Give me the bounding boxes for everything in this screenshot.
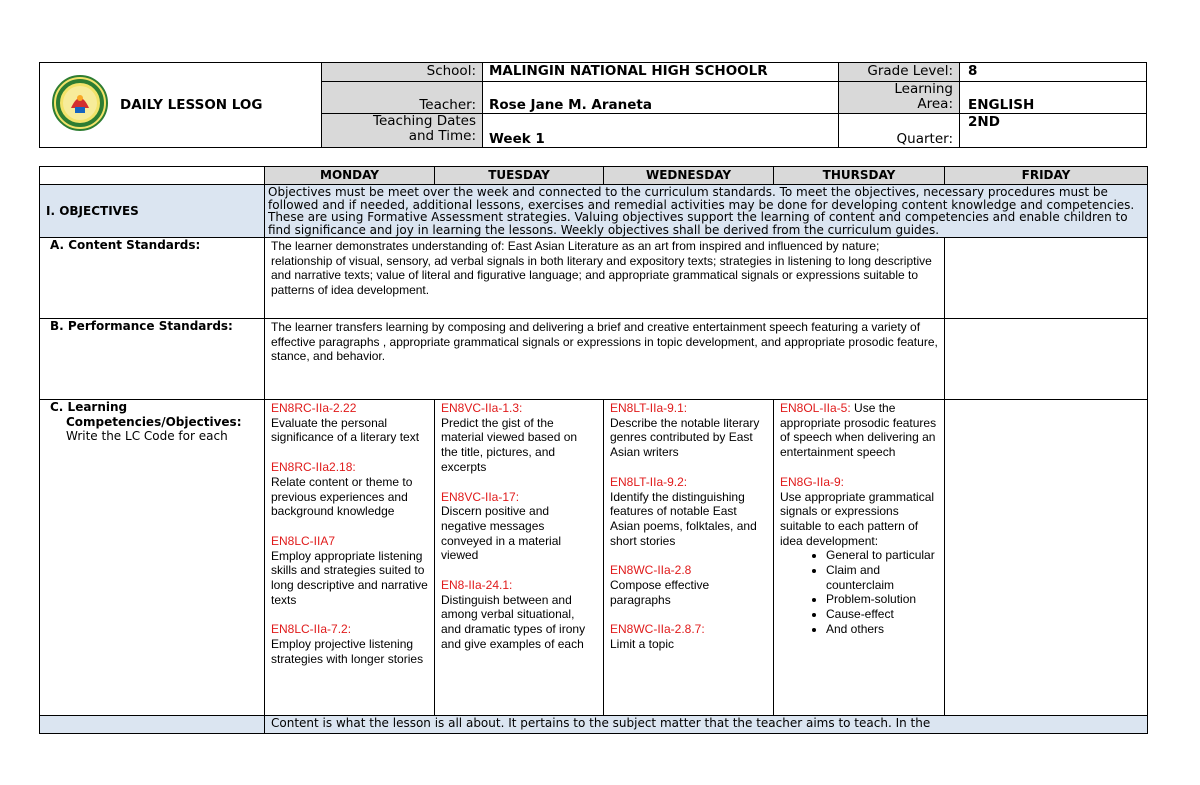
content-note: Content is what the lesson is all about. It pertains to the subject matter that the teacher aims to teach. In the <box>265 716 1148 734</box>
teacher-value: Rose Jane M. Araneta <box>483 82 839 114</box>
lc-code: EN8G-IIa-9: <box>780 474 845 489</box>
list-item: • Problem-solution <box>826 592 938 607</box>
corner-cell <box>40 167 265 185</box>
competency-item <box>441 578 597 652</box>
competencies-friday <box>945 400 1148 716</box>
lc-code: EN8VC-IIa-1.3: <box>441 401 523 415</box>
objectives-description: Objectives must be meet over the week and connected to the curriculum standards. To meet the objectives, necessary procedures must be followed and if needed, additional lessons, exercises and remedial activities may be done for developing content knowledge and competencies. These are using Formative Assessment strategies. Valuing objectives support the learning of content and competencies and enable children to find significance and joy in learning the lessons. Weekly objectives shall be derived from the curriculum guides. <box>265 185 1148 238</box>
lc-text: Describe the notable literary genres contributed by East Asian writers <box>610 415 760 460</box>
lc-text: Relate content or theme to previous experiences and background knowledge <box>271 474 413 519</box>
lc-code: EN8RC-IIa-2.22 <box>271 401 357 415</box>
competency-item <box>441 490 597 564</box>
competencies-thursday <box>774 400 945 716</box>
dates-label-line1: Teaching Dates <box>373 113 476 129</box>
lc-text: Distinguish between and among verbal situational, and dramatic types of irony and give examples of each <box>441 592 586 651</box>
competencies-monday <box>265 400 435 716</box>
list-item: • And others <box>826 622 938 637</box>
header-table <box>39 62 1147 148</box>
lc-text: Employ appropriate listening skills and strategies suited to long descriptive and narrative texts <box>271 548 428 607</box>
lesson-log-table <box>39 166 1148 734</box>
pattern-list <box>780 548 938 636</box>
competency-item <box>780 401 938 460</box>
competencies-label <box>40 400 265 716</box>
performance-standards-friday <box>945 319 1148 400</box>
competency-item <box>271 622 428 666</box>
competency-item <box>780 475 938 637</box>
competency-item <box>610 563 767 607</box>
lc-code: EN8LT-IIa-9.2: <box>610 474 688 489</box>
quarter-label: Quarter: <box>839 114 960 148</box>
day-friday: FRIDAY <box>945 167 1148 185</box>
grade-value: 8 <box>960 63 1147 82</box>
school-seal-icon <box>51 74 109 132</box>
lc-text: Identify the distinguishing features of notable East Asian poems, folktales, and short stories <box>610 489 757 548</box>
performance-standards-label: B. Performance Standards: <box>40 319 265 400</box>
lc-text: Predict the gist of the material viewed based on the title, pictures, and excerpts <box>441 415 578 474</box>
lc-code: EN8VC-IIa-17: <box>441 489 520 504</box>
dates-value: Week 1 <box>483 114 839 148</box>
logo-cell <box>40 63 121 148</box>
competency-item <box>610 622 767 651</box>
area-value: ENGLISH <box>960 82 1147 114</box>
competencies-tuesday <box>435 400 604 716</box>
lc-text: Compose effective paragraphs <box>610 578 710 607</box>
area-label-line2: Area: <box>917 96 953 112</box>
lc-code: EN8WC-IIa-2.8.7: <box>610 622 705 637</box>
list-item: • Cause-effect <box>826 607 938 622</box>
quarter-value: 2ND <box>960 114 1147 148</box>
teacher-label: Teacher: <box>322 82 483 114</box>
lc-text: Employ projective listening strategies with longer stories <box>271 637 424 666</box>
lc-text-suffix: Use the <box>850 401 896 415</box>
content-standards-friday <box>945 238 1148 319</box>
competency-item <box>610 475 767 549</box>
lc-code: EN8WC-IIa-2.8 <box>610 563 692 578</box>
content-standards-label: A. Content Standards: <box>40 238 265 319</box>
lc-code: EN8LC-IIA7 <box>271 533 336 548</box>
lc-code: EN8LT-IIa-9.1: <box>610 401 688 415</box>
day-tuesday: TUESDAY <box>435 167 604 185</box>
competencies-label-line2: Competencies/Objectives: <box>66 414 242 429</box>
log-title: DAILY LESSON LOG <box>120 63 322 148</box>
performance-standards-text: The learner transfers learning by composing and delivering a brief and creative entertainment speech featuring a variety of effective paragraphs , appropriate grammatical signals or expressions in topic development, and appropriate prosodic feature, stance, and behavior. <box>265 319 945 400</box>
objectives-heading: I. OBJECTIVES <box>40 185 265 238</box>
dates-label <box>322 114 483 148</box>
competency-item <box>441 401 597 475</box>
dates-label-line2: and Time: <box>408 128 476 144</box>
content-standards-text: The learner demonstrates understanding of: East Asian Literature as an art from inspired and influenced by nature; relationship of visual, sensory, ad verbal signals in both literary and expository texts; strategies in listening to long descriptive and narrative texts; value of literal and figurative language; and appropriate grammatical signals or expressions suitable to patterns of idea development. <box>265 238 945 319</box>
competencies-label-line3: Write the LC Code for each <box>66 429 228 443</box>
day-wednesday: WEDNESDAY <box>604 167 774 185</box>
list-item: • Claim and counterclaim <box>826 563 938 592</box>
competency-item <box>271 534 428 608</box>
school-value: MALINGIN NATIONAL HIGH SCHOOLR <box>483 63 839 82</box>
area-label-line1: Learning <box>894 81 953 97</box>
grade-label: Grade Level: <box>839 63 960 82</box>
lc-text: Limit a topic <box>610 637 675 652</box>
area-label <box>839 82 960 114</box>
day-thursday: THURSDAY <box>774 167 945 185</box>
lc-code: EN8OL-IIa-5: <box>780 401 851 415</box>
lc-text: Evaluate the personal significance of a literary text <box>271 415 420 445</box>
competency-item <box>271 460 428 519</box>
competencies-wednesday <box>604 400 774 716</box>
lc-text: Discern positive and negative messages conveyed in a material viewed <box>441 504 562 563</box>
competency-item <box>610 401 767 460</box>
lc-code: EN8RC-IIa2.18: <box>271 460 356 475</box>
lc-text: appropriate prosodic features of speech when delivering an entertainment speech <box>780 415 937 460</box>
competency-item <box>271 401 428 445</box>
lc-code: EN8-IIa-24.1: <box>441 578 513 593</box>
lc-text: Use appropriate grammatical signals or expressions suitable to each pattern of idea development: <box>780 489 935 548</box>
list-item: • General to particular <box>826 548 938 563</box>
day-monday: MONDAY <box>265 167 435 185</box>
lc-code: EN8LC-IIa-7.2: <box>271 622 352 637</box>
school-label: School: <box>322 63 483 82</box>
competencies-label-line1: C. Learning <box>50 400 128 414</box>
content-row-label <box>40 716 265 734</box>
